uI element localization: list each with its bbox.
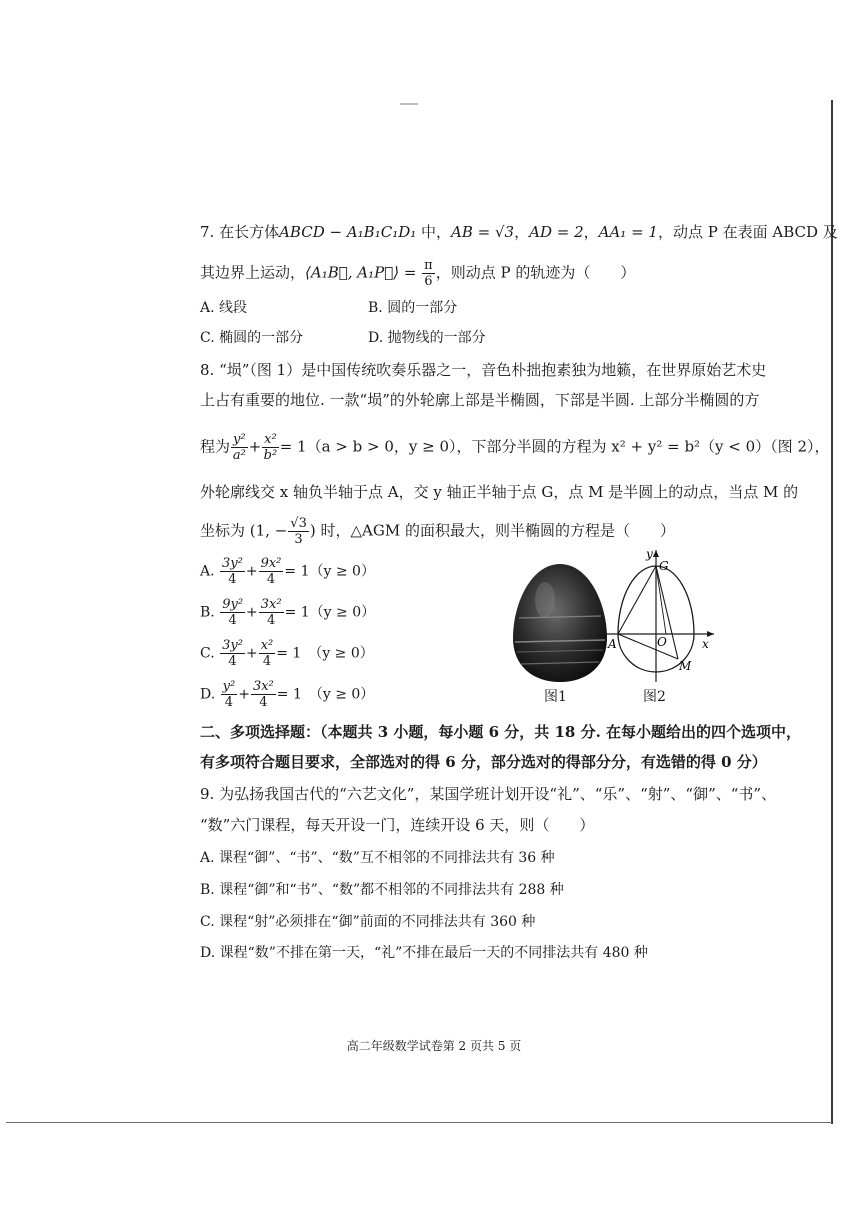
q8-option-a: A. $\frac{\text{3y²}}{4}$ + $\frac{\text{9x²}}{4}$ = 1（y ≥ 0） [200, 556, 375, 587]
q7-option-d: D. 抛物线的一部分 [368, 330, 486, 346]
q7-option-c: C. 椭圆的一部分 [200, 330, 304, 346]
sqrt3-over-3-fraction: $\frac{√3}{3}$ [290, 516, 307, 547]
label-A: A [608, 637, 617, 651]
q9-line2: “数”六门课程，每天开设一门，连续开设 6 天，则（ ） [200, 816, 595, 834]
q8-line3: 程为 $\frac{\text{y²}}{\text{a²}}$ + $\frac{\text{x²}}{\text{b²}}$ = 1（a > b > 0，y ≥ 0），下部分半圆的方程为 x² + y² = b²（y < 0）（图 2）， [200, 432, 830, 463]
q7-line1: 7. 在长方体ABCD − A₁B₁C₁D₁ 中，AB = √3，AD = 2，AA₁ = 1，动点 P 在表面 ABCD 及 [200, 223, 838, 241]
scan-speck [400, 103, 418, 105]
label-O: O [657, 635, 667, 649]
scan-border-right [831, 100, 833, 1124]
q8-option-c: C. $\frac{\text{3y²}}{4}$ + $\frac{\text{x²}}{4}$ = 1 （y ≥ 0） [200, 638, 374, 669]
q7-option-b: B. 圆的一部分 [368, 300, 458, 316]
figure1-caption: 图1 [544, 689, 567, 705]
q9-option-c: C. 课程“射”必须排在“御”前面的不同排法共有 360 种 [200, 914, 536, 930]
q8-line2: 上占有重要的地位. 一款“埙”的外轮廓上部是半椭圆，下部是半圆. 上部分半椭圆的方 [200, 391, 760, 409]
q8-line5: 坐标为 (1, − $\frac{√3}{3}$ ) 时，△AGM 的面积最大，则半椭圆的方程是（ ） [200, 516, 675, 547]
y-axis-arrow [653, 550, 659, 557]
x2-over-b2-fraction: $\frac{\text{x²}}{\text{b²}}$ [263, 432, 278, 463]
q9-option-a: A. 课程“御”、“书”、“数”互不相邻的不同排法共有 36 种 [200, 850, 555, 866]
pi-over-6-fraction: $\frac{\pi}{6}$ [424, 258, 433, 289]
figure2-caption: 图2 [643, 689, 666, 705]
page-footer: 高二年级数学试卷第 2 页共 5 页 [346, 1039, 522, 1053]
label-M: M [679, 659, 692, 673]
scan-border-bottom [6, 1122, 832, 1123]
q8-option-b: B. $\frac{\text{9y²}}{4}$ + $\frac{\text{3x²}}{4}$ = 1（y ≥ 0） [200, 597, 376, 628]
label-y: y [646, 547, 653, 561]
label-x: x [702, 637, 709, 651]
label-G: G [659, 559, 669, 573]
y2-over-a2-fraction: $\frac{\text{y²}}{\text{a²}}$ [232, 432, 246, 463]
section2-heading-line1: 二、多项选择题：（本题共 3 小题，每小题 6 分，共 18 分. 在每小题给出的四个选项中， [200, 723, 802, 741]
section2-heading-line2: 有多项符合题目要求，全部选对的得 6 分，部分选对的得部分分，有选错的得 0 分） [200, 753, 767, 771]
q9-line1: 9. 为弘扬我国古代的“六艺文化”，某国学班计划开设“礼”、“乐”、“射”、“御”、“书”、 [200, 785, 777, 803]
ellipse-semicircle-diagram [596, 544, 720, 686]
q9-option-d: D. 课程“数”不排在第一天，“礼”不排在最后一天的不同排法共有 480 种 [200, 945, 648, 961]
q7-option-a: A. 线段 [200, 300, 248, 316]
q8-option-d: D. $\frac{\text{y²}}{4}$ + $\frac{\text{3x²}}{4}$ = 1 （y ≥ 0） [200, 679, 375, 710]
q8-line4: 外轮廓线交 x 轴负半轴于点 A，交 y 轴正半轴于点 G，点 M 是半圆上的动点，当点 M 的 [200, 483, 799, 501]
q7-line2: 其边界上运动，⟨A₁B⃗, A₁P⃗⟩ = $\frac{\pi}{6}$ ，则动点 P 的轨迹为（ ） [200, 258, 636, 289]
segment-AG [618, 566, 656, 634]
segment-AM [618, 634, 678, 659]
q9-option-b: B. 课程“御”和“书”、“数”都不相邻的不同排法共有 288 种 [200, 882, 564, 898]
q8-line1: 8. “埙”（图 1）是中国传统吹奏乐器之一，音色朴拙抱素独为地籁，在世界原始艺术史 [200, 361, 767, 379]
